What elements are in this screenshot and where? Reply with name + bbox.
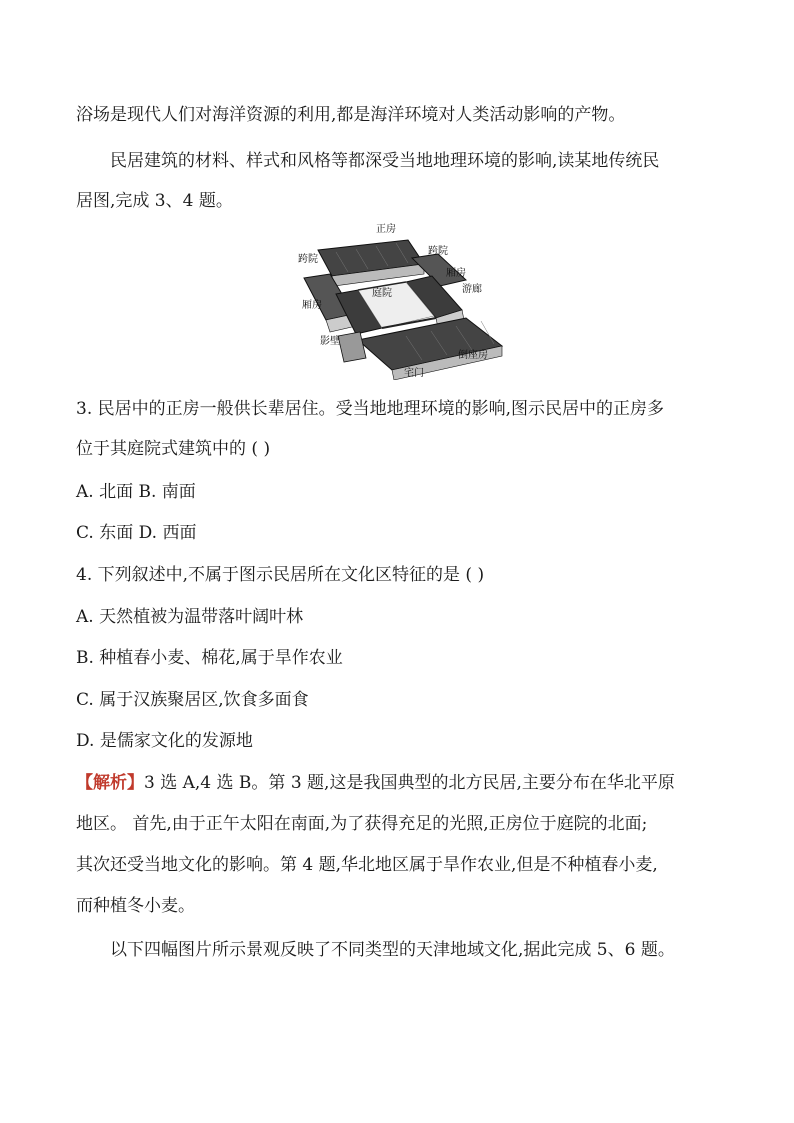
- analysis-line1: [76, 771, 675, 795]
- analysis-line2: 地区。 首先,由于正午太阳在南面,为了获得充足的光照,正房位于庭院的北面;: [76, 814, 648, 834]
- question-4-option-c: C. 属于汉族聚居区,饮食多面食: [76, 690, 309, 710]
- analysis-line4: 而种植冬小麦。: [76, 896, 195, 916]
- question-3-options-row2: C. 东面 D. 西面: [76, 523, 197, 543]
- question-4-stem: 4. 下列叙述中,不属于图示民居所在文化区特征的是 ( ): [76, 565, 485, 585]
- label-kuayuan-left: 跨院: [298, 254, 318, 265]
- question-3-options-row1: A. 北面 B. 南面: [76, 482, 196, 502]
- label-daozuofang: 倒座房: [458, 350, 488, 361]
- label-zhengfang: 正房: [376, 224, 396, 235]
- question-4-option-b: B. 种植春小麦、棉花,属于旱作农业: [76, 648, 343, 668]
- paragraph-intro-line2: 居图,完成 3、4 题。: [76, 191, 233, 211]
- paragraph-intro-line1: 民居建筑的材料、样式和风格等都深受当地地理环境的影响,读某地传统民: [110, 151, 660, 171]
- question-3-stem-line2: 位于其庭院式建筑中的 ( ): [76, 439, 271, 459]
- label-xiangfang-right: 厢房: [446, 268, 466, 279]
- analysis-tag: 【解析】: [76, 773, 144, 793]
- label-zhaimen: 宅门: [404, 368, 424, 379]
- label-kuayuan-right: 跨院: [428, 246, 448, 257]
- label-youlang: 游廊: [462, 284, 482, 295]
- closing-paragraph: 以下四幅图片所示景观反映了不同类型的天津地域文化,据此完成 5、6 题。: [110, 940, 675, 960]
- question-3-stem-line1: 3. 民居中的正房一般供长辈居住。受当地地理环境的影响,图示民居中的正房多: [76, 399, 665, 419]
- analysis-line1-text: 3 选 A,4 选 B。第 3 题,这是我国典型的北方民居,主要分布在华北平原: [144, 773, 675, 793]
- analysis-line3: 其次还受当地文化的影响。第 4 题,华北地区属于旱作农业,但是不种植春小麦,: [76, 855, 658, 875]
- label-tingyuan: 庭院: [372, 288, 392, 299]
- label-yingbi: 影壁: [320, 336, 340, 347]
- label-xiangfang-left: 厢房: [302, 300, 322, 311]
- paragraph-ocean: 浴场是现代人们对海洋资源的利用,都是海洋环境对人类活动影响的产物。: [76, 105, 626, 125]
- courtyard-house-figure: [296, 218, 508, 380]
- question-4-option-a: A. 天然植被为温带落叶阔叶林: [76, 607, 304, 627]
- question-4-option-d: D. 是儒家文化的发源地: [76, 731, 253, 751]
